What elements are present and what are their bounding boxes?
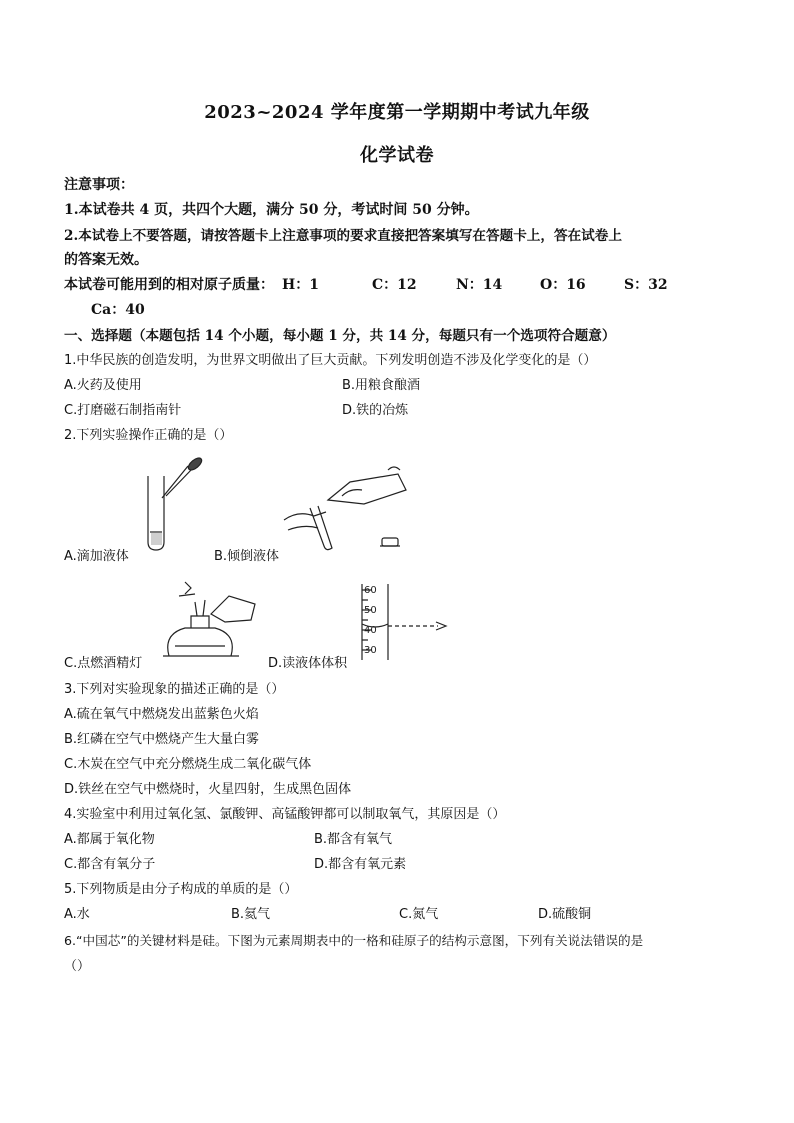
q6-stem-line1: 6.“中国芯”的关键材料是硅。下图为元素周期表中的一格和硅原子的结构示意图，下列有关说法错误的是 xyxy=(64,933,644,948)
exam-title: 2023~2024 学年度第一学期期中考试九年级 xyxy=(204,102,590,123)
atomic-mass-s: S：32 xyxy=(624,277,668,293)
cylinder-figure xyxy=(358,580,458,662)
q5-option-c: C.氮气 xyxy=(399,907,439,922)
q5-option-b: B.氦气 xyxy=(231,907,271,922)
scale-label-40: 40 xyxy=(364,625,377,636)
dropper-figure xyxy=(140,456,210,554)
exam-subtitle: 化学试卷 xyxy=(360,145,434,166)
atomic-mass-n: N：14 xyxy=(456,277,503,293)
note-item-2-line1: 2.本试卷上不要答题，请按答题卡上注意事项的要求直接把答案填写在答题卡上，答在试卷上 xyxy=(64,228,622,244)
q1-stem: 1.中华民族的创造发明，为世界文明做出了巨大贡献。下列发明创造不涉及化学变化的是（） xyxy=(64,353,597,368)
note-item-2-line2: 的答案无效。 xyxy=(64,252,148,268)
q4-option-a: A.都属于氧化物 xyxy=(64,832,155,847)
q4-option-c: C.都含有氧分子 xyxy=(64,857,156,872)
alcohol-lamp-figure xyxy=(155,576,265,664)
note-item-1: 1.本试卷共 4 页，共四个大题，满分 50 分，考试时间 50 分钟。 xyxy=(64,202,479,218)
q6-stem-line2: （） xyxy=(64,959,91,974)
q3-option-b: B.红磷在空气中燃烧产生大量白雾 xyxy=(64,732,260,747)
atomic-mass-o: O：16 xyxy=(540,277,586,293)
q2-option-c: C.点燃酒精灯 xyxy=(64,656,143,671)
q3-option-a: A.硫在氧气中燃烧发出蓝紫色火焰 xyxy=(64,707,259,722)
q2-option-a: A.滴加液体 xyxy=(64,549,129,564)
q2-option-b: B.倾倒液体 xyxy=(214,549,280,564)
q4-option-b: B.都含有氧气 xyxy=(314,832,393,847)
q5-option-a: A.水 xyxy=(64,907,90,922)
scale-label-60: 60 xyxy=(364,585,377,596)
notes-heading: 注意事项： xyxy=(64,177,134,193)
atomic-mass-h: H：1 xyxy=(282,277,319,293)
q1-option-c: C.打磨磁石制指南针 xyxy=(64,403,182,418)
q4-stem: 4.实验室中利用过氧化氢、氯酸钾、高锰酸钾都可以制取氧气，其原因是（） xyxy=(64,807,506,822)
q1-option-b: B.用粮食酿酒 xyxy=(342,378,421,393)
q3-stem: 3.下列对实验现象的描述正确的是（） xyxy=(64,682,285,697)
atomic-mass-label: 本试卷可能用到的相对原子质量： xyxy=(64,277,274,293)
scale-label-50: 50 xyxy=(364,605,377,616)
scale-label-30: 30 xyxy=(364,645,377,656)
q5-stem: 5.下列物质是由分子构成的单质的是（） xyxy=(64,882,298,897)
atomic-mass-ca: Ca：40 xyxy=(91,302,145,318)
q2-option-d: D.读液体体积 xyxy=(268,656,348,671)
q4-option-d: D.都含有氧元素 xyxy=(314,857,407,872)
section-1-heading: 一、选择题（本题包括 14 个小题，每小题 1 分，共 14 分，每题只有一个选项符合题意） xyxy=(64,328,616,344)
q3-option-c: C.木炭在空气中充分燃烧生成二氧化碳气体 xyxy=(64,757,312,772)
pouring-figure xyxy=(278,460,418,555)
q1-option-a: A.火药及使用 xyxy=(64,378,142,393)
q3-option-d: D.铁丝在空气中燃烧时，火星四射，生成黑色固体 xyxy=(64,782,352,797)
q5-option-d: D.硫酸铜 xyxy=(538,907,592,922)
atomic-mass-c: C：12 xyxy=(372,277,417,293)
q2-stem: 2.下列实验操作正确的是（） xyxy=(64,428,233,443)
q1-option-d: D.铁的冶炼 xyxy=(342,403,409,418)
